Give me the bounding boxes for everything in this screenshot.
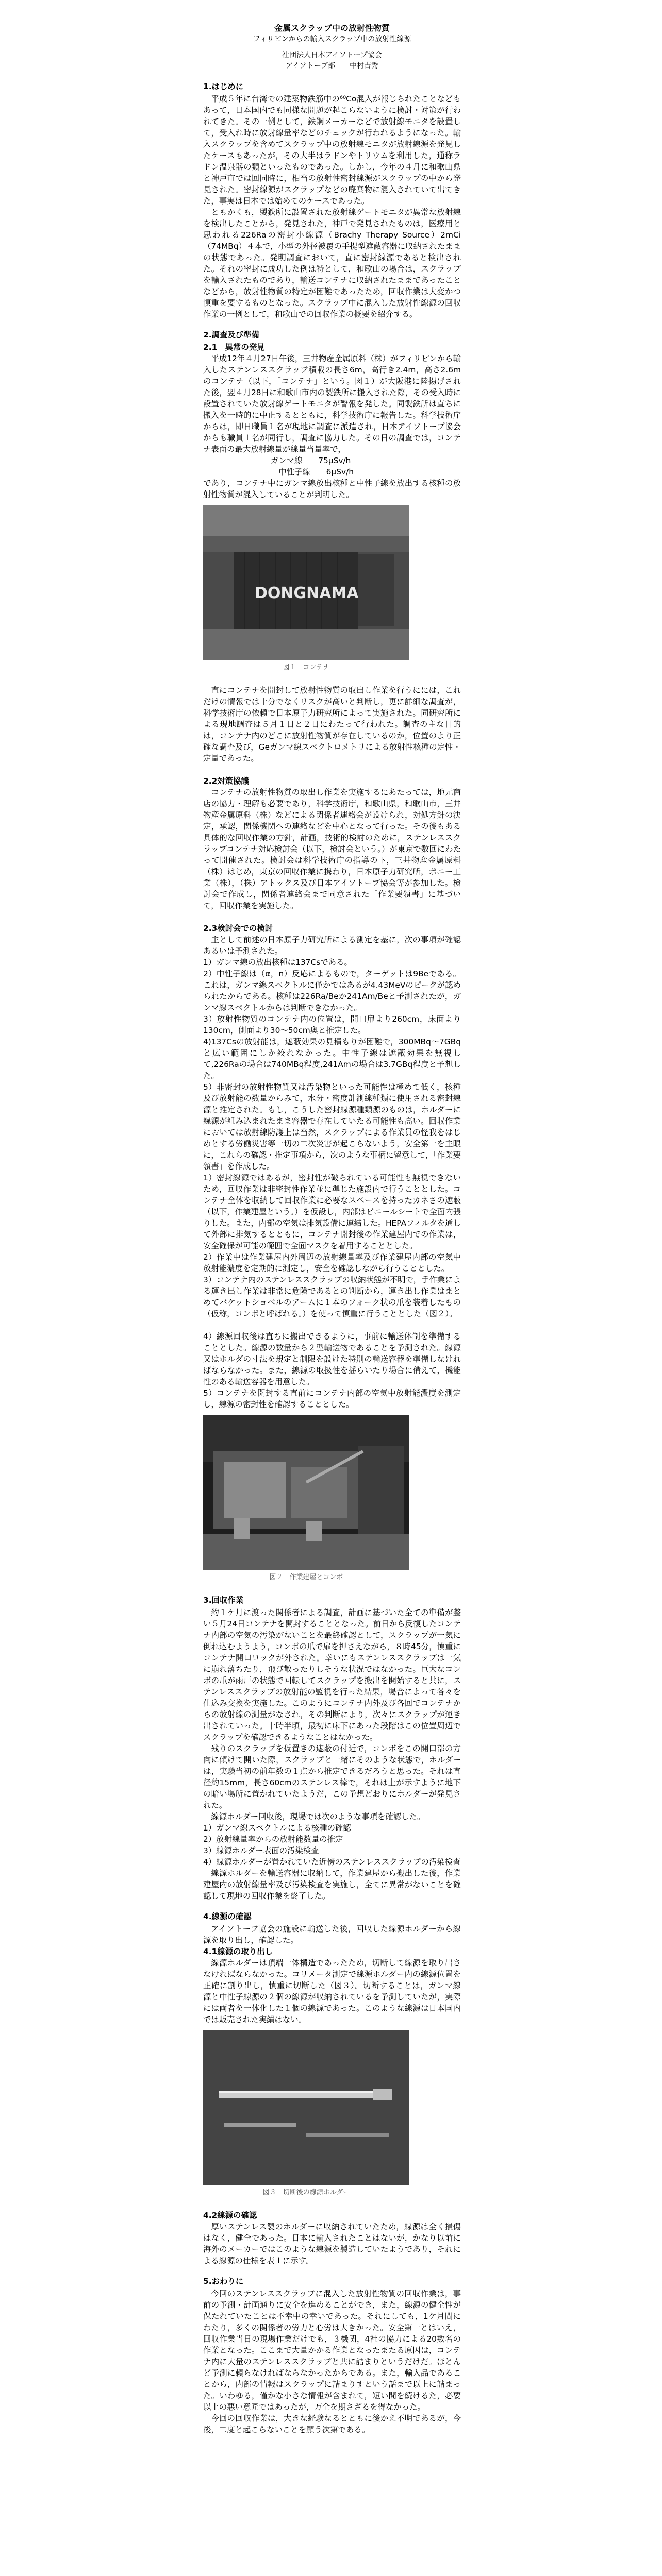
list-item: 2）中性子線は（α，n）反応によるもので，ターゲットは9Beである。これは，ガンマ線スペクトルに僅かではあるが4.43MeVのピークが認められたからである。核種は226Ra/Beか241Am/Beと予測されたが，ガンマ線スペクトルからは判断できなかった。 [203, 969, 461, 1012]
page-subtitle: フィリピンからの輸入スクラップ中の放射性線源 [253, 35, 411, 43]
author-name: アイソトープ部 中村吉秀 [285, 62, 379, 70]
figure-work-building [203, 1415, 461, 1583]
paragraph: 直にコンテナを開封して放射性物質の取出し作業を行うにには，これだけの情報では十分でなくリスクが高いと判断し，更に詳細な調査が，科学技術庁の依頼で日本原子力研究所によって実施された。同研究所による現地調査は５月１日と２日にわたって行われた。調査の主な目的は，コンテナ内のどこに放射性物質が存在しているのか，位置のより正確な調査及び，Geガンマ線スペクトロメトリによる放射性核種の定性・定量であった。 [203, 686, 461, 763]
paragraph: 線源ホルダーを輸送容器に収納して，作業建屋から搬出した後，作業建屋内の放射線量率及び汚染検査を実施し，全てに異常がないことを確認して現地の回収作業を終了した。 [203, 1869, 461, 1901]
figure-caption: 図３ 切断後の線源ホルダー [262, 2189, 350, 2196]
list-item: 1）ガンマ線スペクトルによる核種の確認 [203, 1823, 351, 1833]
subsection-heading: 2.3検討会での検討 [203, 924, 273, 933]
paragraph: 厚いステンレス製のホルダーに収納されていたため，線源は全く損傷はなく，健全であった。日本に輸入されたことはないが，かなり以前に海外のメーカーではこのような線源を製造していたようであり，それによる線源の仕様を表１に示す。 [203, 2222, 461, 2265]
paragraph: 今回の回収作業は，大きな経験なるとともに後かえ不明であるが，今後，二度と起こらないことを願う次第である。 [203, 2414, 461, 2434]
subsection-heading: 4.2線源の確認 [203, 2211, 257, 2220]
holder-photo [203, 2030, 409, 2185]
list-item: 5）非密封の放射性物質又は汚染物といった可能性は極めて低く，核種及び放射能の数量からみて，水分・密度計測線種類に使用される密封線源と推定された。もし，こうした密封線源種類源のものは，ホルダーに線源が組み込まれたまま容器で存在していたる可能性も高い。回収作業においては放射線防護上は当然，スクラップによる作業員の怪我をはじめとする労働災害等一切の二次災害が起こらないよう，安全第一を主眼に，これらの確認・推定事項から，次のような事柄に留意して，「作業要領書」を作成した。 [203, 1082, 461, 1171]
subsection-heading: 2.2対策協議 [203, 776, 249, 786]
paragraph: 残りのスクラップを仮置きの遮蔽の付近で，コンボをこの開口部の方向に傾けて開いた際，スクラップと一緒にそのような状態で，ホルダーは，実験当初の前年数の１点から推定できるだろうと思った。それは直径約15mm，長さ60cmのステンレス棒で，それは上が示すように地下の暗い場所に置かれていたようだ，この予想どおりにホルダーが発見された。 [203, 1744, 461, 1810]
paragraph: 平成12年４月27日午後，三井物産金属原料（株）がフィリピンから輸入したステンレススクラップ積載の長さ6m，高行き2.4m，高さ2.6mのコンテナ（以下，「コンテナ」という。図１）が大阪港に陸揚げされた後，翌４月28日に和歌山市内の製鉄所に搬入された際，その受入時に設置されていた放射線ゲートモニタが警報を発した。同製鉄所は直ちに搬入を一時的に中止するとともに，科学技術庁に報告した。科学技術庁からは，即日職員１名が現地に調査に派遣され，日本アイソトープ協会からも職員１名が同行し，調査に協力した。その日の調査では，コンテナ表面の最大放射線量が線量当量率で， [203, 354, 461, 454]
section-heading-intro: 1.はじめに [203, 82, 244, 91]
list-item: 4）線源回収後は直ちに搬出できるように，事前に輸送体制を準備することとした。線源の数量から２型輸送物であることを予測された。線源又はホルダの寸法を規定と制限を設けた特別の輸送容器を準備しなければならなかった。また，線源の取扱性を揺らいたり場合に備えて，機能性のある輸送容器を用意した。 [203, 1332, 461, 1386]
measurement-neutron: 中性子線 6μSv/h [278, 467, 354, 477]
figure-caption: 図２ 作業建屋とコンボ [269, 1573, 343, 1581]
organization: 社団法人日本アイソトープ協会 [282, 51, 383, 59]
section-heading-source-check: 4.線源の確認 [203, 1912, 252, 1921]
list-item: 4)137Csの放射能は，遮蔽効果の見積もりが困難で，300MBq〜7GBqと広い範囲にしか絞れなかった。中性子線は遮蔽効果を無視して,226Raの場合は740MBq程度,241Amの場合は3.7GBq程度と予想した。 [203, 1037, 461, 1080]
section-heading-recovery: 3.回収作業 [203, 1596, 244, 1605]
figure-caption: 図１ コンテナ [283, 664, 330, 671]
paragraph: 線源ホルダー回収後，現場では次のような事項を確認した。 [211, 1812, 425, 1821]
list-confirmations [203, 957, 461, 1410]
paragraph: コンテナの放射性物質の取出し作業を実施するにあたっては，地元商店の協力・理解も必要であり，科学技術庁，和歌山県，和歌山市，三井物産金属原料（株）などによる関係者連絡会が設けられ，対処方針の決定，承認，関係機関への連絡などを中心となって行った。その後もある具体的な回収作業の方針，計画，技術的検討のために，ステンレススクラップコンテナ対応検討会（以下，検討会という。）が東京で数回にわたって開催された。検討会は科学技術庁の指導の下，三井物産金属原料（株）はじめ，東京の回収作業に携わり，日本原子力研究所，ポニー工業（株），（株）アトックス及び日本アイソトープ協会等が参加した。検討会で作成し，関係者連絡会まで同意された「作業要領書」に基づいて，回収作業を実施した。 [203, 788, 461, 910]
section-heading-conclusion: 5.おわりに [203, 2277, 244, 2286]
list-checks [203, 1822, 461, 1868]
subsection-heading: 4.1線源の取り出し [203, 1947, 273, 1956]
list-item: 2）放射線量率からの放射能数量の推定 [203, 1835, 343, 1844]
page-title: 金属スクラップ中の放射性物質 [274, 23, 390, 33]
container-sign: DONGNAMA [255, 584, 359, 602]
container-photo [203, 505, 409, 660]
list-item: 1）密封線源ではあるが，密封性が破られている可能性も無視できないため，回収作業は非密封性作業並に準じた施設内で行うこととした。コンテナ全体を収納して回収作業に必要なスペースを持ったカネさの遮蔽（以下，作業建屋という。）を仮設し，内部はビニールシートで全面内張りした。また，内部の空気は排気設備に連結した。HEPAフィルタを通して外部に排気するとともに，コンテナ開封後の作業建屋内での作業は，安全確保が可能の範囲で全面マスクを着用することとした。 [203, 1173, 461, 1250]
list-item: 3）線源ホルダー表面の汚染検査 [203, 1846, 319, 1855]
container-photo-image [203, 505, 409, 660]
subsection-heading: 2.1 異常の発見 [203, 343, 265, 352]
list-item: 5）コンテナを開封する直前にコンテナ内部の空気中放射能濃度を測定し，線源の密封性を確認することとした。 [203, 1388, 461, 1409]
work-building-image [203, 1415, 409, 1570]
paragraph: 今回のステンレススクラップに混入した放射性物質の回収作業は，事前の予測・計画通りに安全を進めることができ，また，線源の健全性が保たれていたことは不幸中の幸いであった。それにしても，1ケ月間にわたり，多くの関係者の労力と心労は大きかった。安全第一とはいえ，回収作業当日の現場作業だけでも，３機関，4社の協力による20数名の作業となった。ここまで大量かかる作業となったまたる原因は，コンテナ内に大量のステンレススクラップと共に詰まりというだけだ。ほとんど予測に頼らなければならなかったからである。また，輸入品であることから，内部の情報はスクラップに詰まりすという話まで以上に詰まった。いわゆる，僅かな小さな情報が含まれて，短い間を続けるた，必要以上の悪い意匠ではあったが，万全を期さざるを得なかった。 [203, 2289, 461, 2412]
work-building-photo [203, 1415, 409, 1570]
paragraph: 約１ケ月に渡った関係者による調査，計画に基づいた全ての準備が整い５月24日コンテナを開封することとなった。前日から反復したコンテナ内部の空気の汚染がないことを最終確認として，スクラップが一気に倒れ込むようよう，コンボの爪で扉を押さえながら，８時45分，慎重にコンテナ開口ロックが外された。幸いにもステンレススクラップは一気に崩れ落ちたり，飛び散ったりしそうな状況ではなかった。巨大なコンボの爪が雨戸の状態で回転してスクラップを搬出を開始すると共に，ステンレススクラップの放射能の監視を行った結果，場合によって各々を仕込み交換を実施した。このようにコンテナ内外及び各回でコンテナからの放射線の測量がなされ，その判断により，次々にスクラップが運き出されていった。十時半頃，最初に床下にあった段階はこの位置周辺でスクラップを確認できるようなことはなかった。 [203, 1608, 461, 1742]
figure-holder [203, 2030, 461, 2198]
paragraph: 平成５年に台湾での建築物鉄筋中の⁶⁰Co混入が報じられたことなどもあって，日本国内でも同様な問題が起こらないように検討・対策が行われてきた。その一例として，鉄鋼メーカーなどで放射線モニタを設置して，受入れ時に放射線量率などのチェックが行われるようになった。輸入スクラップを含めてスクラップ中の放射線モニタが放射線源を発見したケースもあったが，その大半はラドンやトリウムを利用した，通称ラドン温泉器の類といったものであった。しかし，今年の４月に和歌山県と神戸市では回同時に，相当の放射性密封線源がスクラップの中から発見された。密封線源がスクラップなどの廃棄物に混入されていて出てきた，事実は日本では始めてのケースであった。 [203, 94, 461, 206]
author-block [203, 50, 461, 72]
measurement-gamma: ガンマ線 75μSv/h [270, 456, 351, 465]
paragraph: ともかくも，製鉄所に設置された放射線ゲートモニタが異常な放射線を検出したことから，発見された，神戸で発見されたものは，医療用と思われる226Raの密封小線源（Brachy Therapy Source）2mCi（74MBq）４本で，小型の外径被覆の手提型遮蔽容器に収納されたままの状態であった。発明調査において，直に密封線源であると検出された。それの密封に成功した例は特として，和歌山の場合は，スクラップを輸入されたものであり，輸送コンテナに収納されたままであったことなどから，放射性物質の特定が困難であったため，回収作業は大変かつ慎重を要するものとなった。スクラップ中に混入した放射性線源の回収作業の一例として，和歌山での回収作業の概要を紹介する。 [203, 208, 461, 319]
section-heading-survey: 2.調査及び準備 [203, 330, 259, 340]
figure-container-photo [203, 505, 461, 673]
list-item: 4）線源ホルダーが置かれていた近傍のステンレススクラップの汚染検査 [203, 1857, 461, 1867]
list-item: 1）ガンマ線の放出核種は137Csである。 [203, 958, 352, 967]
list-item: 3）コンテナ内のステンレススクラップの収納状態が不明で，手作業による運き出し作業は非常に危険であるとの判断から，運き出し作業はまとめてバケットショベルのアームに１本のフォーク状の爪を装着したもの（仮称，コンボと呼ばれる。）を使って慎重に行うこととした（図２）。 [203, 1275, 461, 1318]
paragraph: であり，コンテナ中にガンマ線放出核種と中性子線を放出する核種の放射性物質が混入していることが判明した。 [203, 479, 461, 499]
paragraph: アイソトープ協会の施設に輸送した後，回収した線源ホルダーから線源を取り出し，確認した。 [203, 1924, 461, 1945]
paragraph: 主として前述の日本原子力研究所による測定を基に，次の事項が確認あるいは予測された。 [203, 935, 461, 956]
list-item: 3）放射性物質のコンテナ内の位置は，開口扉より260cm，床面より130cm，側面より30〜50cm奥と推定した。 [203, 1014, 461, 1035]
holder-image [203, 2030, 409, 2185]
list-item: 2）作業中は作業建屋内外周辺の放射線量率及び作業建屋内部の空気中放射能濃度を定期的に測定し，安全を確認しながら行うこととした。 [203, 1252, 461, 1273]
document [203, 23, 461, 2435]
paragraph: 線源ホルダーは頂端一体構造であったため，切断して線源を取り出さなければならなかった。コリメータ測定で線源ホルダー内の線源位置を正確に割り出し，慎重に切断した（図３）。切断することは，ガンマ線源と中性子線源の２個の線源が収納されているを予測していたが，実際には両者を一体化した１個の線源であった。このような線源は日本国内では販売された実績はない。 [203, 1958, 461, 2024]
